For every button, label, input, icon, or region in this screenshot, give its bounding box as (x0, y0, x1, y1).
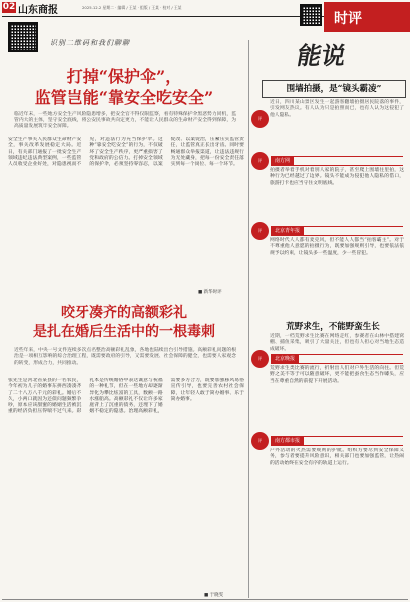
second-byline: ■ 于晓雯 (204, 593, 224, 598)
main-lead: 临近年末，一些地方安全生产风险隐患增多，把安全官不得仅限监察，看有特殊保护伞黑恶势力同机，监管内大的主体，坚守安全底线，将公安民事故共向定更力，不能让人民群众的生命财产安全得到保障，为高质量发展筑牢安全屏障。 (14, 112, 236, 130)
slogan-text: 识别二维码和我们聊聊 (50, 39, 130, 47)
sub-title: 荒野求生，不能野蛮生长 (286, 322, 380, 332)
item4-badge: 评 (251, 432, 269, 450)
item4-source: 南方都市报 (271, 436, 304, 446)
kicker-text: 能说 (295, 42, 349, 70)
item2-text: 网络时代人人都有麦克风，但不能人人都当“拍客霸主”。对于不尊重他人意愿的拍摄行为，既要加强规则引导，也要依法依规予以约束，让镜头多一些温度，少一些冒犯。 (270, 238, 404, 256)
section-banner (324, 2, 410, 32)
item3-source: 北京晚报 (271, 354, 299, 364)
second-lead: 近些年来，中央一号文件连续多次点名整治高额彩礼乱象，各地也陆续出台引导措施。高额彩礼问题的根治是一项相互影响的综合治理工程，既需要政府的引导，又需要发展、社会保障的健全，也需要人家观念的转变，形成合力，共同推动。 (14, 348, 236, 366)
main-body: 安全生产事关人民群众生命财产安全，事关改革发展稳定大局。近日，有关部门通报了一批安全生产领域违纪违法典型案例，一些监管人员收受企业好处，对隐患视而不见，对违法行为充当保护伞。这种“靠安全吃安全”的行为，不仅破坏了安全生产秩序，更严重损害了党和政府的公信力。打掉安全领域的保护伞，必须坚持零容忍，以案促改、以案促治，压紧压实监管责任，让监管真正长出牙齿。同时要畅通群众举报渠道，让违法违规行为无处藏身，把每一份安全责任落实到每一个岗位、每一个环节。 (8, 137, 244, 168)
qr-code-left[interactable] (8, 22, 38, 52)
main-title-line2: 监管岂能“靠安全吃安全” (34, 88, 214, 107)
section-name: 时评 (334, 11, 362, 27)
second-title-line2: 是扎在婚后生活中的一根毒刺 (33, 324, 215, 340)
second-body: 张先生是河北省某县的一名农民，今年初为儿子的婚事东拼西凑凑齐了二十八万八千元的彩礼。婚后不久，小两口就因为还债问题频繁争吵，原本应该甜蜜的婚姻生活被沉重的经济负担压得喘不过气来。彩礼本是传统婚俗中表达诚意与祝福的一种礼节，但在一些地方却逐渐异化为攀比炫富的工具，数额一路水涨船高。高额彩礼不仅让许多家庭背上了沉重的债务，还埋下了婚姻不稳定的隐患。治理高额彩礼，需要多方合力，既要加强移风易俗宣传引导，也要完善农村社会保障，让年轻人敢于简办婚事、乐于简办婚事。 (8, 378, 244, 415)
second-title-line1: 咬牙凑齐的高额彩礼 (61, 305, 187, 321)
item1-badge: 评 (251, 152, 269, 170)
item1-text: 拍摄者举着手机对着别人家的院子，甚至爬上围墙往里拍，这种行为已经越过了边界。镜头不能成为侵犯他人隐私的借口，旅游打卡也应当守住文明底线。 (270, 168, 404, 186)
column-intro: 近日，四川某山景区发生一起游客翻墙拍摄居民院落的事件，引发网友热议。有人认为只是拍照而已，也有人认为这侵犯了他人隐私。 (270, 100, 404, 118)
column-divider (248, 40, 249, 598)
item1-header (271, 156, 403, 166)
item2-header (271, 226, 403, 236)
column-tag-badge: 评 (251, 110, 269, 128)
second-headline (0, 304, 248, 342)
main-headline (0, 66, 248, 108)
item2-source: 北京青年报 (271, 226, 304, 236)
column-title-box (262, 80, 406, 98)
item3-text: 荒野求生类比赛的流行，折射出人们对户外生活的向往。但荒野之美不等于可以随意破坏，更不能把蚕食生态当作噱头，应当在尊重自然的前提下开展活动。 (270, 366, 404, 384)
newspaper-name: 山东商报 (18, 5, 58, 16)
item1-source: 南方网 (271, 156, 294, 166)
item2-badge: 评 (251, 222, 269, 240)
main-title-line1: 打掉“保护伞”， (66, 67, 182, 86)
item3-header (271, 354, 403, 364)
page-number-badge: 02 (2, 2, 16, 12)
item3-badge: 评 (251, 350, 269, 368)
sub-intro: 近期，一档荒野求生比赛在网络走红，参赛者在山林中搭建窝棚、捕鱼采集，吸引了大量关注，但也有人担心对当地生态造成破坏。 (270, 334, 404, 352)
qr-code-right[interactable] (300, 4, 322, 26)
item4-text: 户外活动的火热需要规则的护航。组织方要尽到安全保障义务，参与者要提升风险意识，相关部门也要加强监管，让热闹的活动始终在安全有序的轨道上运行。 (270, 448, 404, 466)
footer-rule (2, 599, 408, 600)
issue-meta: 2025.12.2 星期二 · 编辑 / 王某 · 组版 / 王某 · 校对 / 王某 (82, 5, 182, 10)
column-title: 围墙拍摄，是“镜头霸凌” (286, 84, 382, 94)
column-kicker-graphic (292, 34, 362, 74)
main-byline: ■ 新华时评 (198, 290, 222, 295)
item4-header (271, 436, 403, 446)
